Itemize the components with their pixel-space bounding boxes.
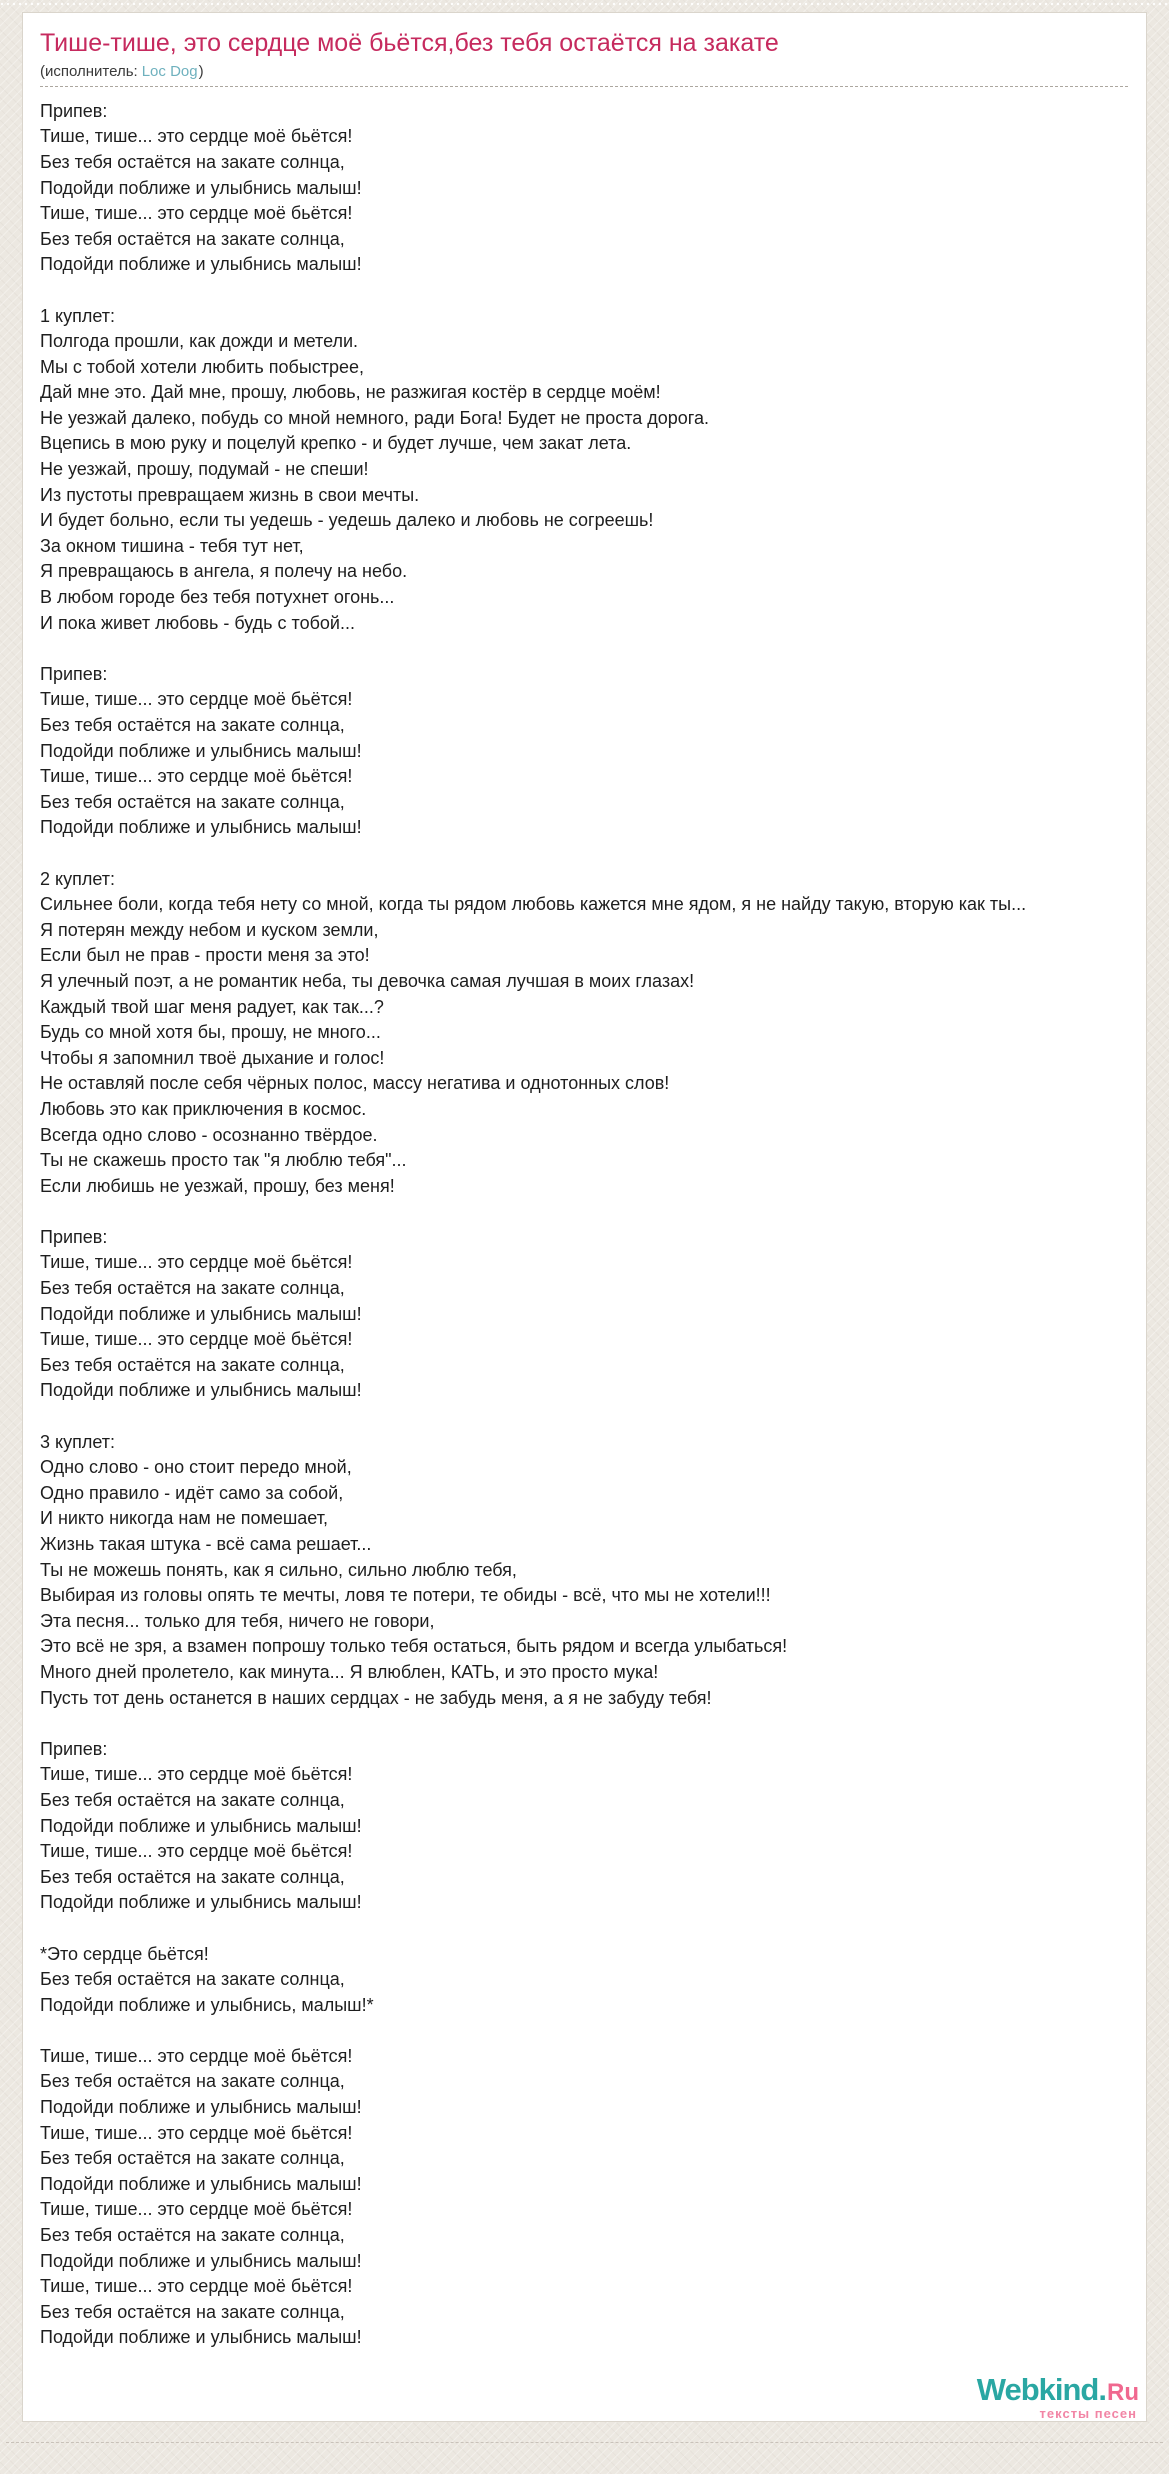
lyric-block <box>40 867 1128 1200</box>
lyric-line: Припев: <box>40 1738 108 1759</box>
lyric-line: И будет больно, если ты уедешь - уедешь далеко и любовь не согреешь! <box>40 510 654 531</box>
lyric-line: Подойди поближе и улыбнись малыш! <box>40 1380 362 1401</box>
lyric-line: Подойди поближе и улыбнись малыш! <box>40 2173 362 2194</box>
lyric-line: Если любишь не уезжай, прошу, без меня! <box>40 1175 395 1196</box>
lyric-line: Каждый твой шаг меня радует, как так...? <box>40 996 384 1017</box>
lyric-line: Подойди поближе и улыбнись, малыш!* <box>40 1994 374 2015</box>
lyric-line: Без тебя остаётся на закате солнца, <box>40 2301 345 2322</box>
lyric-line: Без тебя остаётся на закате солнца, <box>40 1866 345 1887</box>
lyric-line: Без тебя остаётся на закате солнца, <box>40 791 345 812</box>
lyric-line: Подойди поближе и улыбнись малыш! <box>40 2097 362 2118</box>
lyric-line: Тише, тише... это сердце моё бьётся! <box>40 766 353 787</box>
lyric-line: Подойди поближе и улыбнись малыш! <box>40 1892 362 1913</box>
lyric-line: Выбирая из головы опять те мечты, ловя те потери, те обиды - всё, что мы не хотели!!! <box>40 1585 771 1606</box>
lyric-line: Тише, тише... это сердце моё бьётся! <box>40 2122 353 2143</box>
lyric-line: Подойди поближе и улыбнись малыш! <box>40 1303 362 1324</box>
lyric-line: Тише, тише... это сердце моё бьётся! <box>40 2045 353 2066</box>
lyric-line: Без тебя остаётся на закате солнца, <box>40 2148 345 2169</box>
lyric-line: Подойди поближе и улыбнись малыш! <box>40 1815 362 1836</box>
lyric-line: Сильнее боли, когда тебя нету со мной, когда ты рядом любовь кажется мне ядом, я не найду такую, вторую как ты... <box>40 894 1027 915</box>
lyric-line: Всегда одно слово - осознанно твёрдое. <box>40 1124 378 1145</box>
lyric-line: Без тебя остаётся на закате солнца, <box>40 228 345 249</box>
lyric-line: Без тебя остаётся на закате солнца, <box>40 1354 345 1375</box>
lyric-line: Не уезжай далеко, побудь со мной немного, ради Бога! Будет не проста дорога. <box>40 407 709 428</box>
logo-ru: Ru <box>1107 2379 1139 2406</box>
lyric-line: В любом городе без тебя потухнет огонь... <box>40 587 395 608</box>
artist-line <box>40 63 1128 81</box>
lyric-line: За окном тишина - тебя тут нет, <box>40 535 304 556</box>
logo-text <box>976 2372 1139 2407</box>
lyric-block <box>40 2044 1128 2351</box>
lyric-line: Одно правило - идёт само за собой, <box>40 1482 344 1503</box>
lyric-block <box>40 662 1128 841</box>
content-card <box>22 12 1147 2422</box>
lyric-block <box>40 99 1128 278</box>
lyric-block <box>40 1225 1128 1404</box>
header-separator <box>40 86 1128 87</box>
lyric-line: 3 куплет: <box>40 1431 115 1452</box>
lyric-line: Подойди поближе и улыбнись малыш! <box>40 177 362 198</box>
artist-link[interactable]: Loc Dog <box>141 62 198 80</box>
artist-label-close: ) <box>198 62 204 80</box>
lyric-line: Тише, тише... это сердце моё бьётся! <box>40 203 353 224</box>
lyric-line: Тише, тише... это сердце моё бьётся! <box>40 2276 353 2297</box>
lyric-line: Жизнь такая штука - всё сама решает... <box>40 1534 372 1554</box>
lyric-line: Подойди поближе и улыбнись малыш! <box>40 740 362 761</box>
lyric-line: Это всё не зря, а взамен попрошу только тебя остаться, быть рядом и всегда улыбаться! <box>40 1636 788 1657</box>
lyric-line: Будь со мной хотя бы, прошу, не много... <box>40 1022 381 1043</box>
lyric-line: Без тебя остаётся на закате солнца, <box>40 151 345 172</box>
lyric-line: Не оставляй после себя чёрных полос, массу негатива и однотонных слов! <box>40 1073 670 1094</box>
lyric-line: 1 куплет: <box>40 305 115 326</box>
lyric-line: Подойди поближе и улыбнись малыш! <box>40 254 362 275</box>
lyric-line: Мы с тобой хотели любить побыстрее, <box>40 356 365 377</box>
lyric-line: Если был не прав - прости меня за это! <box>40 945 370 966</box>
footer-dashed-line <box>6 2442 1163 2443</box>
lyric-line: Любовь это как приключения в космос. <box>40 1098 367 1119</box>
lyric-line: Полгода прошли, как дожди и метели. <box>40 331 359 352</box>
song-title: Тише-тише, это сердце моё бьётся,без тебя остаётся на закате <box>40 29 779 57</box>
lyric-line: Без тебя остаётся на закате солнца, <box>40 2225 345 2246</box>
lyric-line: Одно слово - оно стоит передо мной, <box>40 1457 352 1478</box>
lyric-line: Вцепись в мою руку и поцелуй крепко - и будет лучше, чем закат лета. <box>40 433 632 454</box>
lyric-line: Тише, тише... это сердце моё бьётся! <box>40 126 353 147</box>
lyric-line: Припев: <box>40 100 108 121</box>
lyric-line: Без тебя остаётся на закате солнца, <box>40 715 345 735</box>
site-logo[interactable] <box>977 2374 1139 2420</box>
logo-dot: . <box>1098 2372 1107 2407</box>
lyric-line: Я улечный поэт, а не романтик неба, ты девочка самая лучшая в моих глазах! <box>40 970 695 991</box>
lyric-line: Ты не скажешь просто так "я люблю тебя"... <box>40 1150 407 1171</box>
lyric-line: Тише, тише... это сердце моё бьётся! <box>40 689 353 710</box>
lyric-line: Без тебя остаётся на закате солнца, <box>40 1789 345 1810</box>
lyrics <box>40 99 1128 2351</box>
lyric-line: Тише, тише... это сердце моё бьётся! <box>40 1329 353 1350</box>
lyric-block <box>40 1942 1128 2019</box>
lyric-line: Пусть тот день останется в наших сердцах - не забудь меня, а я не забуду тебя! <box>40 1687 712 1708</box>
lyric-line: Много дней пролетело, как минута... Я влюблен, КАТЬ, и это просто мука! <box>40 1661 659 1682</box>
lyric-line: Ты не можешь понять, как я сильно, сильно люблю тебя, <box>40 1559 517 1580</box>
lyric-line: Чтобы я запомнил твоё дыхание и голос! <box>40 1047 385 1068</box>
lyric-block <box>40 304 1128 637</box>
lyric-line: Без тебя остаётся на закате солнца, <box>40 1969 345 1990</box>
top-dotted-pattern <box>0 2 1169 6</box>
artist-label-open: (исполнитель: <box>40 62 138 80</box>
lyric-line: И пока живет любовь - будь с тобой... <box>40 612 355 633</box>
lyric-line: Не уезжай, прошу, подумай - не спеши! <box>40 459 369 480</box>
lyric-line: Подойди поближе и улыбнись малыш! <box>40 2327 362 2348</box>
lyric-line: Из пустоты превращаем жизнь в свои мечты. <box>40 484 420 505</box>
lyric-line: *Это сердце бьётся! <box>40 1943 209 1964</box>
lyric-line: Дай мне это. Дай мне, прошу, любовь, не разжигая костёр в сердце моём! <box>40 382 661 403</box>
lyric-line: Тише, тише... это сердце моё бьётся! <box>40 1841 353 1862</box>
lyric-line: Тише, тише... это сердце моё бьётся! <box>40 1764 353 1785</box>
logo-tagline: тексты песен <box>1039 2406 1137 2421</box>
lyric-line: 2 куплет: <box>40 868 115 889</box>
logo-webkind: Webkind <box>976 2372 1099 2407</box>
lyric-line: Без тебя остаётся на закате солнца, <box>40 2071 345 2092</box>
lyric-block <box>40 1430 1128 1712</box>
lyric-line: Я потерян между небом и куском земли, <box>40 919 379 940</box>
lyric-line: Я превращаюсь в ангела, я полечу на небо. <box>40 561 408 582</box>
lyric-line: Припев: <box>40 663 108 684</box>
lyric-line: И никто никогда нам не помешает, <box>40 1508 328 1529</box>
lyric-line: Припев: <box>40 1226 108 1247</box>
lyric-line: Подойди поближе и улыбнись малыш! <box>40 2250 362 2271</box>
lyric-line: Подойди поближе и улыбнись малыш! <box>40 817 362 838</box>
lyric-line: Эта песня... только для тебя, ничего не говори, <box>40 1610 435 1631</box>
lyric-line: Тише, тише... это сердце моё бьётся! <box>40 1252 353 1273</box>
lyric-block <box>40 1737 1128 1916</box>
lyric-line: Тише, тише... это сердце моё бьётся! <box>40 2199 353 2220</box>
lyric-line: Без тебя остаётся на закате солнца, <box>40 1278 345 1299</box>
